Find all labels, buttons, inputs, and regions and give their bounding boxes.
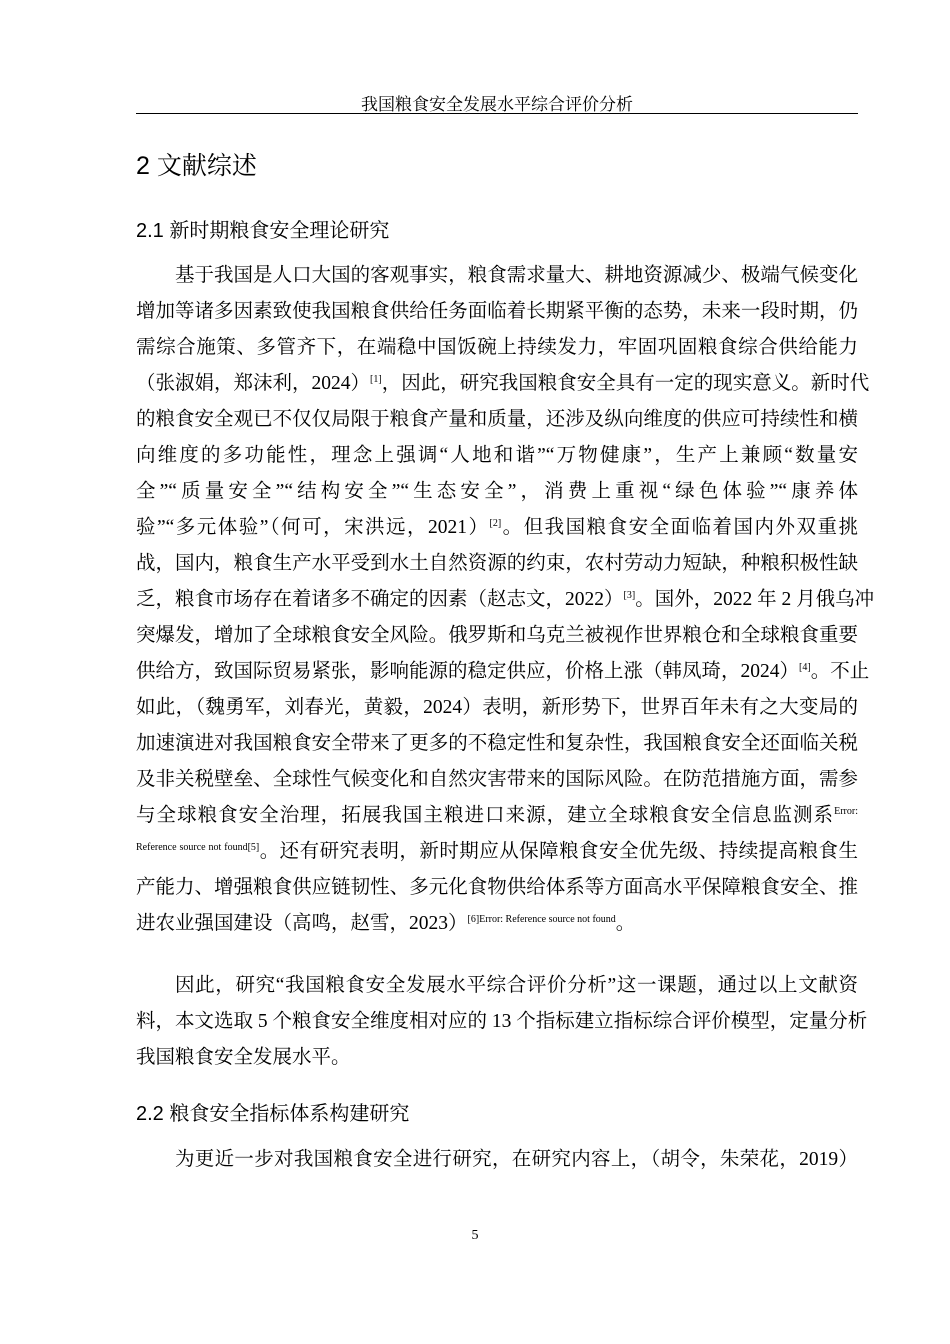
text-line [136, 1004, 868, 1040]
text-run: 需综合施策、多管齐下，在端稳中国饭碗上持续发力，牢固巩固粮食综合供给能力 [136, 337, 858, 358]
text-line [136, 870, 858, 906]
text-run: 的粮食安全观已不仅仅局限于粮食产量和质量，还涉及纵向维度的供应可持续性和横 [136, 409, 858, 430]
text-line [136, 438, 858, 474]
text-line [136, 582, 875, 618]
section-title-2-2: 2.2 粮食安全指标体系构建研究 [136, 1103, 410, 1125]
text-run: 突爆发，增加了全球粮食安全风险。俄罗斯和乌克兰被视作世界粮仓和全球粮食重要 [136, 625, 858, 646]
text-run: 产能力、增强粮食供应链韧性、多元化食物供给体系等方面高水平保障粮食安全、推 [136, 877, 858, 898]
text-run: 基于我国是人口大国的客观事实，粮食需求量大、耕地资源减少、极端气候变化 [175, 265, 858, 286]
text-line [136, 798, 858, 834]
chapter-title: 2 文献综述 [136, 152, 257, 180]
running-header: 我国粮食安全发展水平综合评价分析 [361, 95, 633, 114]
text-run: 料，本文选取 5 个粮食安全维度相对应的 13 个指标建立指标综合评价模型，定量分析 [136, 1011, 868, 1032]
text-line [136, 726, 858, 762]
text-run: 因此，研究“我国粮食安全发展水平综合评价分析”这一课题，通过以上文献资 [175, 975, 858, 996]
text-line [136, 968, 858, 1004]
text-run: 。国外，2022 年 2 月俄乌冲 [635, 589, 875, 610]
text-run: 如此，（魏勇军，刘春光，黄毅，2024）表明，新形势下，世界百年未有之大变局的 [136, 697, 858, 718]
text-line [136, 474, 858, 510]
text-run: 与全球粮食安全治理，拓展我国主粮进口来源，建立全球粮食安全信息监测系 [136, 805, 835, 826]
text-line [136, 1142, 858, 1178]
paragraph [136, 258, 875, 942]
text-run: ，因此，研究我国粮食安全具有一定的现实意义。新时代 [381, 373, 870, 394]
text-line [136, 546, 858, 582]
text-line [136, 906, 858, 942]
text-line [136, 366, 870, 402]
text-run: 供给方，致国际贸易紧张，影响能源的稳定供应，价格上涨（韩凤琦，2024） [136, 661, 800, 682]
text-run: 。还有研究表明，新时期应从保障粮食安全优先级、持续提高粮食生 [259, 841, 858, 862]
text-run: 进农业强国建设（高鸣，赵雪，2023） [136, 913, 468, 934]
text-line [136, 762, 858, 798]
citation-superscript: [1] [370, 374, 382, 385]
text-run: 。但我国粮食安全面临着国内外双重挑 [501, 517, 858, 538]
text-run: 全”“质量安全”“结构安全”“生态安全”，消费上重视“绿色体验”“康养体 [136, 481, 858, 502]
text-run: 。 [615, 913, 636, 934]
citation-superscript: Error: [834, 806, 858, 817]
citation-superscript: [4] [799, 662, 811, 673]
page-number: 5 [471, 1228, 479, 1243]
text-line [136, 690, 858, 726]
text-run: （张淑娟，郑沫利，2024） [136, 373, 371, 394]
text-run: 及非关税壁垒、全球性气候变化和自然灾害带来的国际风险。在防范措施方面，需参 [136, 769, 858, 790]
text-line [136, 654, 870, 690]
text-run: 战，国内，粮食生产水平受到水土自然资源的约束，农村劳动力短缺，种粮积极性缺 [136, 553, 858, 574]
header-rule [136, 113, 858, 114]
text-line [136, 1040, 858, 1076]
section-title-2-1: 2.1 新时期粮食安全理论研究 [136, 220, 390, 242]
text-line [136, 258, 858, 294]
text-run: 加速演进对我国粮食安全带来了更多的不稳定性和复杂性，我国粮食安全还面临关税 [136, 733, 858, 754]
paragraph [136, 1142, 858, 1178]
text-line [136, 294, 858, 330]
citation-superscript: [2] [489, 518, 502, 529]
paragraph [136, 968, 868, 1076]
citation-superscript: [6]Error: Reference source not found [467, 914, 616, 925]
text-line [136, 402, 858, 438]
text-line [136, 330, 858, 366]
text-run: 增加等诸多因素致使我国粮食供给任务面临着长期紧平衡的态势，未来一段时期，仍 [136, 301, 858, 322]
text-line [136, 510, 858, 546]
text-run: 乏，粮食市场存在着诸多不确定的因素（赵志文，2022） [136, 589, 624, 610]
text-line [136, 834, 858, 870]
citation-superscript: Reference source not found[5] [136, 842, 260, 853]
text-line [136, 618, 858, 654]
text-run: 为更近一步对我国粮食安全进行研究，在研究内容上，（胡令，朱荣花，2019） [175, 1149, 858, 1170]
text-run: 我国粮食安全发展水平。 [136, 1047, 351, 1068]
citation-superscript: [3] [623, 590, 636, 601]
text-run: 向维度的多功能性，理念上强调“人地和谐”“万物健康”，生产上兼顾“数量安 [136, 445, 858, 466]
text-run: 验”“多元体验”（何可，宋洪远，2021） [136, 517, 490, 538]
text-run: 。不止 [810, 661, 870, 682]
